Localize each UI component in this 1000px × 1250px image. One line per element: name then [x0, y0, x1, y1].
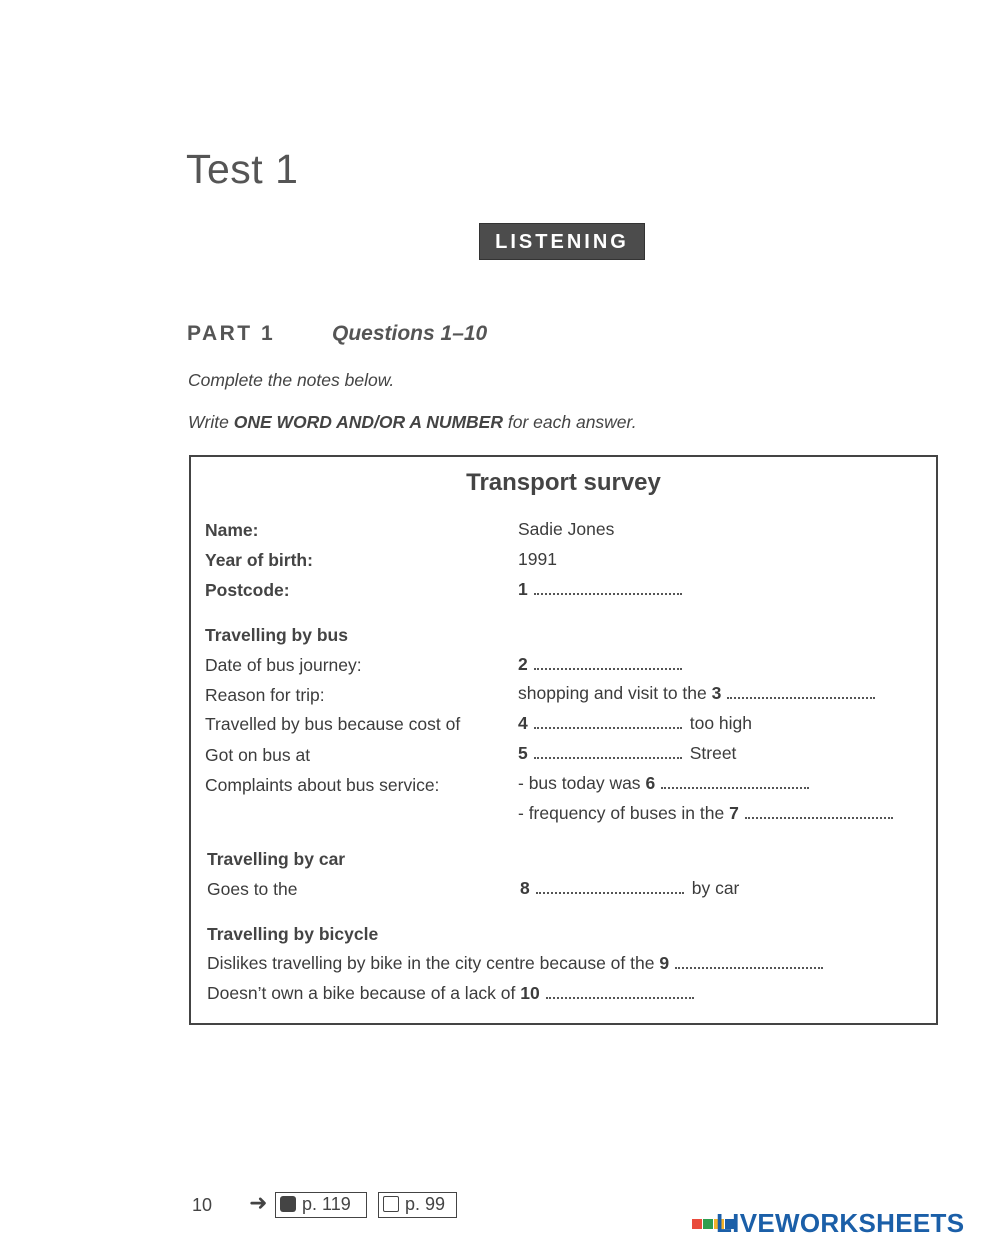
cost-suffix: too high [689, 713, 753, 733]
postcode-label: Postcode: [205, 580, 290, 600]
brand-name: LIVEWORKSHEETS [716, 1208, 965, 1238]
name-label: Name: [205, 520, 259, 540]
answer-blank-8[interactable] [536, 890, 684, 894]
car-heading: Travelling by car [207, 849, 346, 869]
answer-blank-6[interactable] [661, 785, 809, 789]
part-label: PART 1 [187, 322, 276, 345]
lack-text: Doesn’t own a bike because of a lack of [207, 983, 516, 1003]
goton-suffix: Street [689, 743, 737, 763]
instruction-text: for each answer. [503, 412, 637, 432]
goes-suffix: by car [691, 878, 740, 898]
question-number: 2 [518, 654, 528, 674]
cost-label: Travelled by bus because cost of [205, 714, 461, 734]
answer-blank-2[interactable] [534, 666, 682, 670]
section-badge: LISTENING [479, 223, 645, 260]
answer-1 [518, 579, 682, 600]
date-label: Date of bus journey: [205, 655, 362, 675]
answer-blank-4[interactable] [534, 725, 682, 729]
complaint-text: - frequency of buses in the [518, 803, 725, 823]
form-title: Transport survey [466, 469, 661, 496]
instruction-line-1: Complete the notes below. [188, 370, 395, 390]
ref-page: p. 99 [405, 1194, 446, 1214]
arrow-right-icon: ➜ [249, 1190, 268, 1215]
birth-label: Year of birth: [205, 550, 313, 570]
question-number: 7 [729, 803, 739, 823]
question-number: 9 [659, 953, 670, 973]
complaints-label: Complaints about bus service: [205, 775, 440, 795]
complaint-text: - bus today was [518, 773, 641, 793]
dislikes-text: Dislikes travelling by bike in the city centre because of the [207, 953, 655, 973]
answer-blank-7[interactable] [745, 815, 893, 819]
answer-blank-9[interactable] [675, 965, 823, 969]
goes-label: Goes to the [207, 879, 298, 899]
question-number: 6 [645, 773, 656, 793]
page-number: 10 [192, 1195, 213, 1215]
instruction-text: Write [188, 412, 234, 432]
ref-page: p. 119 [302, 1194, 351, 1214]
page-title: Test 1 [186, 146, 299, 192]
reason-text: shopping and visit to the [518, 683, 707, 703]
bus-heading: Travelling by bus [205, 625, 348, 645]
answer-7 [518, 803, 893, 824]
answer-2 [518, 654, 682, 675]
question-number: 8 [520, 878, 530, 898]
pencil-icon [280, 1196, 296, 1212]
answer-5 [518, 743, 736, 764]
question-number: 4 [518, 713, 528, 733]
answer-4 [518, 713, 752, 734]
answer-blank-1[interactable] [534, 591, 682, 595]
notepad-icon [383, 1196, 399, 1212]
liveworksheets-icon [692, 1217, 714, 1239]
answer-10 [207, 983, 694, 1004]
instruction-line-2 [188, 412, 637, 433]
answer-blank-10[interactable] [546, 995, 694, 999]
bicycle-heading: Travelling by bicycle [207, 924, 379, 944]
answer-blank-5[interactable] [534, 755, 682, 759]
answer-blank-3[interactable] [727, 695, 875, 699]
birth-value: 1991 [518, 549, 557, 569]
question-number: 1 [518, 579, 528, 599]
answer-8 [520, 878, 739, 899]
answer-key-reference[interactable] [275, 1192, 367, 1218]
answer-9 [207, 953, 823, 974]
goton-label: Got on bus at [205, 745, 311, 765]
instruction-emphasis: ONE WORD AND/OR A NUMBER [233, 412, 503, 432]
question-number: 3 [711, 683, 722, 703]
answer-3 [518, 683, 875, 704]
reason-label: Reason for trip: [205, 685, 325, 705]
question-number: 10 [520, 983, 540, 1003]
notes-box [189, 455, 938, 1025]
brand-logo [692, 1208, 964, 1242]
transcript-reference[interactable] [378, 1192, 457, 1218]
questions-range: Questions 1–10 [332, 322, 488, 345]
question-number: 5 [518, 743, 528, 763]
answer-6 [518, 773, 809, 794]
name-value: Sadie Jones [518, 519, 615, 539]
